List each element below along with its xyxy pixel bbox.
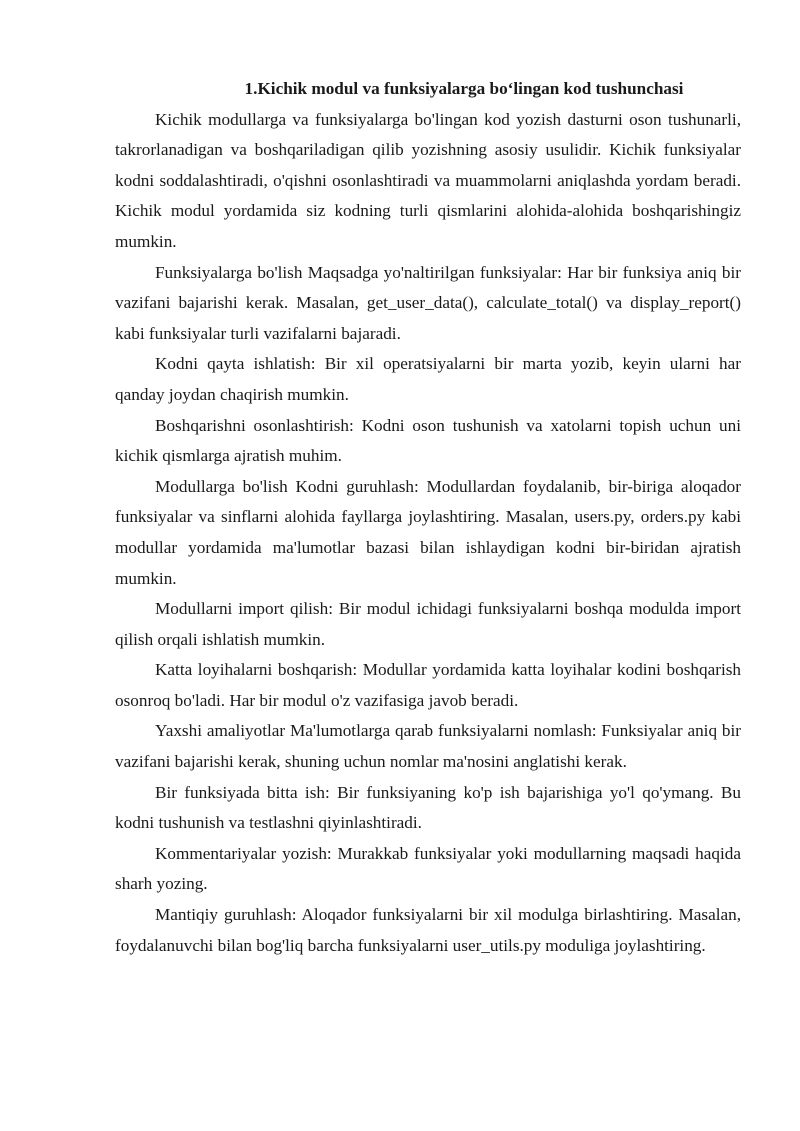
- document-title: 1.Kichik modul va funksiyalarga bo‘lingan kod tushunchasi: [244, 79, 684, 98]
- paragraph-good-practices: Yaxshi amaliyotlar Ma'lumotlarga qarab funksiyalarni nomlash: Funksiyalar aniq bir vazifani bajarishi kerak, shuning uchun nomlar ma'nosini anglatishi kerak.: [115, 721, 741, 772]
- paragraph-large-projects: Katta loyihalarni boshqarish: Modullar yordamida katta loyihalar kodini boshqarish osonroq bo'ladi. Har bir modul o'z vazifasiga javob beradi.: [115, 660, 741, 710]
- paragraph-function-division: Funksiyalarga bo'lish Maqsadga yo'naltirilgan funksiyalar: Har bir funksiya aniq bir vazifani bajarishi kerak. Masalan, get_user_data(), calculate_total() va display_report() kabi funksiyalar turli vazifalarni bajaradi.: [115, 262, 741, 343]
- paragraph-intro: Kichik modullarga va funksiyalarga bo'lingan kod yozish dasturni oson tushunarli, takrorlanadigan va boshqariladigan qilib yozishning asosiy usulidir. Kichik funksiyalar kodni soddalashtiradi, o'qishni osonlashtiradi va muammolarni aniqlashda yordam beradi. Kichik modul yordamida siz kodning turli qismlarini alohida-alohida boshqarishingiz mumkin.: [115, 109, 741, 251]
- paragraph-easier-management: Boshqarishni osonlashtirish: Kodni oson tushunish va xatolarni topish uchun uni kichik qismlarga ajratish muhim.: [115, 415, 741, 466]
- paragraph-single-responsibility: Bir funksiyada bitta ish: Bir funksiyaning ko'p ish bajarishiga yo'l qo'ymang. Bu kodni tushunish va testlashni qiyinlashtiradi.: [115, 782, 741, 833]
- document-page: [115, 74, 741, 961]
- paragraph-module-import: Modullarni import qilish: Bir modul ichidagi funksiyalarni boshqa modulda import qilish orqali ishlatish mumkin.: [115, 599, 741, 649]
- paragraph-comments: Kommentariyalar yozish: Murakkab funksiyalar yoki modullarning maqsadi haqida sharh yozing.: [115, 843, 741, 894]
- paragraph-code-reuse: Kodni qayta ishlatish: Bir xil operatsiyalarni bir marta yozib, keyin ularni har qanday joydan chaqirish mumkin.: [115, 354, 741, 404]
- paragraph-logical-grouping: Mantiqiy guruhlash: Aloqador funksiyalarni bir xil modulga birlashtiring. Masalan, foydalanuvchi bilan bog'liq barcha funksiyalarni user_utils.py moduliga joylashtiring.: [115, 905, 741, 955]
- paragraph-module-division: Modullarga bo'lish Kodni guruhlash: Modullardan foydalanib, bir-biriga aloqador funksiyalar va sinflarni alohida fayllarga joylashtiring. Masalan, users.py, orders.py kabi modullar yordamida ma'lumotlar bazasi bilan ishlaydigan kodni bir-biridan ajratish mumkin.: [115, 476, 741, 588]
